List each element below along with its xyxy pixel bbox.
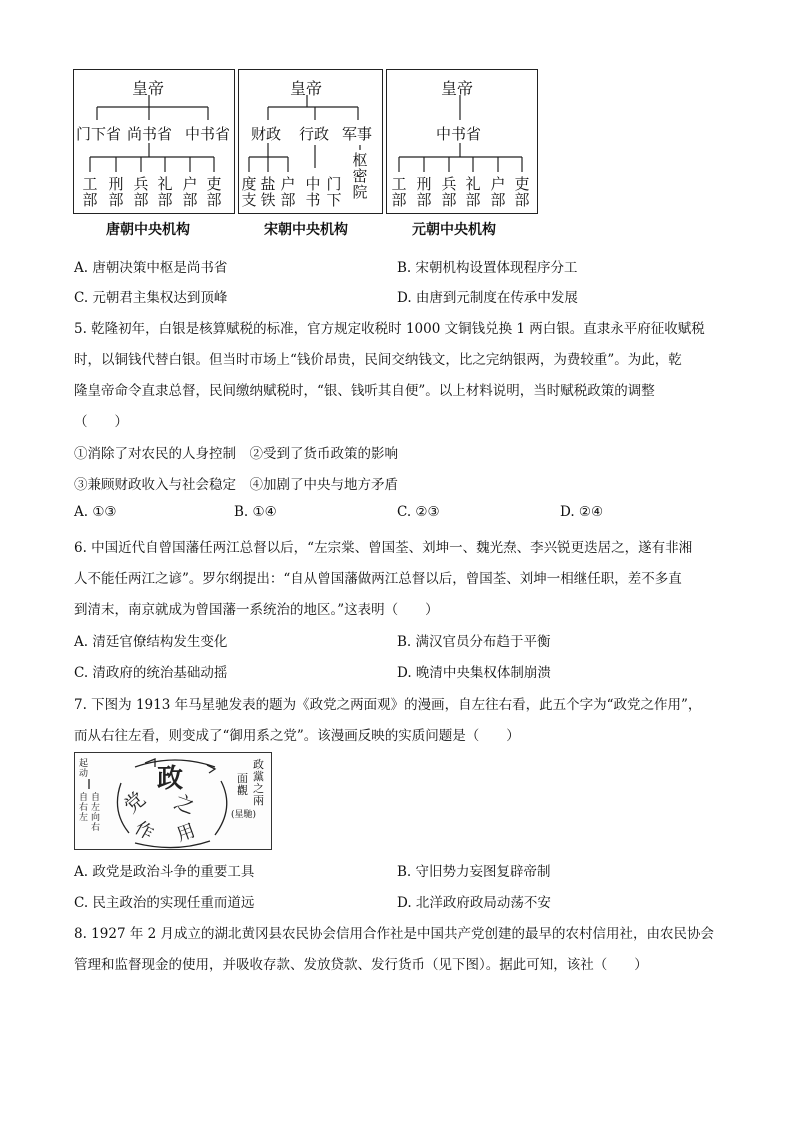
- q6-option-d[interactable]: D. 晚清中央集权体制崩溃: [397, 665, 551, 681]
- yuan-ministry-4: 礼部: [465, 175, 481, 209]
- song-emperor: 皇帝: [290, 79, 323, 98]
- q5-option-a[interactable]: A. ①③: [74, 504, 117, 520]
- q7-option-b[interactable]: B. 守旧势力妄图复辟帝制: [397, 864, 551, 880]
- yuan-caption: 元朝中央机构: [412, 222, 496, 238]
- q7-text-line-2: 而从右往左看，则变成了“御用系之党”。该漫画反映的实质问题是（ ）: [74, 728, 520, 744]
- tang-ministry-6: 吏部: [206, 175, 222, 209]
- song-finance-1: 度支: [241, 175, 257, 209]
- tang-emperor: 皇帝: [132, 79, 165, 98]
- song-level2-3: 军事: [342, 125, 373, 143]
- q6-option-b[interactable]: B. 满汉官员分布趋于平衡: [397, 634, 551, 650]
- q5-option-d[interactable]: D. ②④: [560, 504, 604, 520]
- q5-option-c[interactable]: C. ②③: [397, 504, 440, 520]
- tang-ministry-2: 刑部: [108, 175, 124, 209]
- q5-statements-1: ①消除了对农民的人身控制 ②受到了货币政策的影响: [74, 446, 398, 462]
- diagram-connector-lines: [0, 0, 794, 260]
- svg-text:用: 用: [174, 820, 199, 847]
- yuan-ministry-2: 刑部: [416, 175, 432, 209]
- tang-caption: 唐朝中央机构: [106, 222, 190, 238]
- q6-option-c[interactable]: C. 清政府的统治基础动摇: [74, 665, 228, 681]
- political-cartoon: [74, 752, 272, 850]
- q8-text-line-2: 管理和监督现金的使用，并吸收存款、发放贷款、发行货币（见下图）。据此可知，该社（ ）: [74, 957, 648, 973]
- tang-level2-3: 中书省: [185, 125, 231, 143]
- yuan-ministry-5: 户部: [490, 175, 506, 209]
- cartoon-title-col2: 面觀: [237, 772, 248, 797]
- song-admin-1: 中书: [305, 175, 321, 209]
- cartoon-left-col1: 起动: [79, 759, 89, 779]
- song-military-council: 枢密院: [352, 151, 368, 201]
- song-finance-3: 户部: [280, 175, 296, 209]
- song-level2-2: 行政: [299, 125, 330, 143]
- song-caption: 宋朝中央机构: [264, 222, 348, 238]
- q6-text-line-1: 6. 中国近代自曾国藩任两江总督以后，“左宗棠、曾国荃、刘坤一、魏光焘、李兴锐更迭居之，遂有非湘: [74, 540, 693, 556]
- cartoon-signature: (星馳): [231, 810, 257, 820]
- q5-option-b[interactable]: B. ①④: [234, 504, 277, 520]
- svg-text:作: 作: [130, 817, 157, 845]
- yuan-ministry-3: 兵部: [441, 175, 457, 209]
- tang-ministry-3: 兵部: [133, 175, 149, 209]
- yuan-ministry-6: 吏部: [514, 175, 530, 209]
- yuan-level2: 中书省: [436, 125, 482, 143]
- tang-ministry-5: 户部: [182, 175, 198, 209]
- tang-level2-1: 门下省: [76, 125, 122, 143]
- svg-text:党: 党: [118, 786, 150, 818]
- svg-text:之: 之: [171, 789, 199, 819]
- cartoon-title-col1: 政黨之兩: [253, 758, 264, 807]
- yuan-emperor: 皇帝: [441, 79, 474, 98]
- q7-option-d[interactable]: D. 北洋政府政局动荡不安: [397, 895, 551, 911]
- q5-statements-2: ③兼顾财政收入与社会稳定 ④加剧了中央与地方矛盾: [74, 477, 398, 493]
- q6-option-a[interactable]: A. 清廷官僚结构发生变化: [74, 634, 228, 650]
- q5-text-line-3: 隆皇帝命令直隶总督，民间缴纳赋税时，“银、钱听其自便”。以上材料说明，当时赋税政策的调整: [74, 383, 655, 399]
- q4-option-d[interactable]: D. 由唐到元制度在传承中发展: [397, 290, 578, 306]
- tang-ministry-4: 礼部: [157, 175, 173, 209]
- svg-text:政: 政: [157, 764, 184, 794]
- q7-option-c[interactable]: C. 民主政治的实现任重而道远: [74, 895, 255, 911]
- q5-text-line-1: 5. 乾隆初年，白银是核算赋税的标准，官方规定收税时 1000 文铜钱兑换 1 两白银。直隶永平府征收赋税: [74, 321, 705, 337]
- q4-option-a[interactable]: A. 唐朝决策中枢是尚书省: [74, 260, 228, 276]
- tang-ministry-1: 工部: [82, 175, 98, 209]
- q7-text-line-1: 7. 下图为 1913 年马星驰发表的题为《政党之两面观》的漫画，自左往右看，此五个字为“政党之作用”，: [74, 697, 702, 713]
- q6-text-line-2: 人不能任两江之谚”。罗尔纲提出：“自从曾国藩做两江总督以后，曾国荃、刘坤一相继任职，差不多直: [74, 571, 682, 587]
- q4-option-b[interactable]: B. 宋朝机构设置体现程序分工: [397, 260, 578, 276]
- song-admin-2: 门下: [326, 175, 342, 209]
- q5-text-line-2: 时，以铜钱代替白银。但当时市场上“钱价昂贵，民间交纳钱文，比之完纳银两，为费较重”。为此，乾: [74, 352, 682, 368]
- song-finance-2: 盐铁: [260, 175, 276, 209]
- q5-answer-blank: （ ）: [74, 414, 128, 430]
- song-level2-1: 财政: [251, 125, 282, 143]
- cartoon-left-col2: 自右左: [79, 793, 89, 823]
- q6-text-line-3: 到清末，南京就成为曾国藩一系统治的地区。”这表明（ ）: [74, 602, 439, 618]
- yuan-ministry-1: 工部: [391, 175, 407, 209]
- cartoon-drawing: [75, 753, 271, 849]
- tang-level2-2: 尚书省: [127, 125, 173, 143]
- cartoon-left-col3: 自左向右: [91, 793, 101, 833]
- q4-option-c[interactable]: C. 元朝君主集权达到顶峰: [74, 290, 228, 306]
- q8-text-line-1: 8. 1927 年 2 月成立的湖北黄冈县农民协会信用合作社是中国共产党创建的最早的农村信用社，由农民协会: [74, 926, 714, 942]
- q7-option-a[interactable]: A. 政党是政治斗争的重要工具: [74, 864, 255, 880]
